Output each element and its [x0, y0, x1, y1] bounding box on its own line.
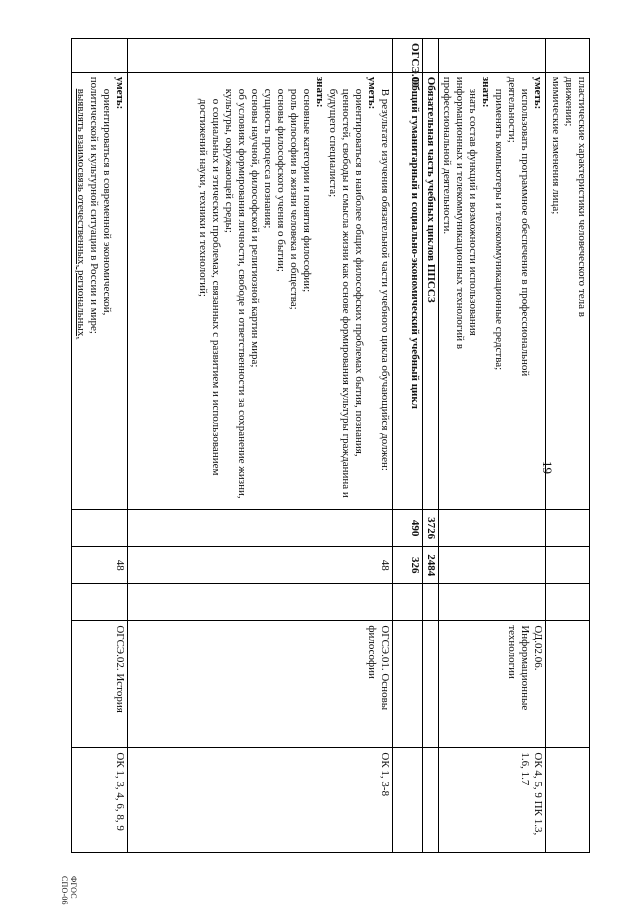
discipline-cell: ОГСЭ.02. История: [72, 621, 128, 748]
text-line: о социальных и этических проблемах, связанных с развитием и использованием достижений науки, техники и технологий;: [197, 98, 222, 476]
table-row-informatics: [439, 39, 546, 853]
text-line: применять компьютеры и телекоммуникационные средства;: [493, 88, 505, 371]
class-load: 48: [128, 547, 393, 584]
text-line: знать состав функций и возможности использования: [467, 88, 479, 336]
cycle-code: ОГСЭ.00: [393, 39, 423, 73]
table-row-history: [72, 39, 128, 853]
competency-cell: ОК 1, 3-8: [128, 748, 393, 853]
text-line: выявлять взаимосвязь отечественных, региональных,: [75, 88, 87, 340]
footer-label: ФГОС СПО-06: [60, 876, 78, 905]
umet-label: уметь:: [366, 76, 378, 110]
text-line: информационных и телекоммуникационных технологий в: [454, 76, 466, 350]
umet-label: уметь:: [114, 76, 126, 110]
text-line: пластические характеристики человеческого тела в: [576, 76, 588, 317]
text-line: сущность процесса познания;: [262, 88, 274, 229]
class-load: 2484: [423, 547, 439, 584]
umet-text: ориентироваться в наиболее общих философских проблемах бытия, познания, ценностей, свободы и смысла жизни как основе формирования культуры гражданина и будущего специалиста;: [327, 88, 365, 498]
text-line: использовать программное обеспечение в профессиональной: [519, 88, 531, 377]
text-line: основы научной, философской и религиозной картин мира;: [249, 88, 261, 368]
table-row-cycle-header: [393, 39, 423, 853]
umet-label: уметь:: [532, 76, 544, 110]
competency-cell: ОК 1, 3, 4, 6, 8, 9: [72, 748, 128, 853]
curriculum-table: [71, 38, 590, 853]
text-line: основные категории и понятия философии;: [301, 88, 313, 293]
cycle-title: Общий гуманитарный и социально-экономический учебный цикл: [393, 72, 423, 509]
text-line: деятельности;: [506, 76, 518, 143]
text-line: роль философии в жизни человека и общества;: [288, 88, 300, 310]
max-load: 490: [393, 510, 423, 547]
text-line: движении;: [563, 76, 575, 127]
text-line: ориентироваться в современной экономической,: [101, 88, 113, 316]
discipline-cell: ОГСЭ.01. Основы философии: [128, 621, 393, 748]
rotated-page: [45, 38, 590, 905]
class-load: 48: [72, 547, 128, 584]
text-line: об условиях формирования личности, свободе и ответственности за сохранение жизни, культуры, окружающей среды;: [223, 88, 248, 499]
table-row-mandatory-part: [423, 39, 439, 853]
section-title: Обязательная часть учебных циклов ППССЗ: [423, 72, 439, 509]
znat-label: знать:: [314, 76, 326, 108]
discipline-cell: ОД.02.06. Информационные технологии: [439, 621, 546, 748]
text-line: профессиональной деятельности.: [441, 76, 453, 235]
table-row-philosophy: [128, 39, 393, 853]
page-number: 19: [540, 461, 555, 474]
max-load: 3726: [423, 510, 439, 547]
znat-label: знать:: [480, 76, 492, 108]
text-line: политической и культурной ситуации в России и мире;: [88, 76, 100, 334]
table-row-continuation: [546, 39, 590, 853]
intro-text: В результате изучения обязательной части учебного цикла обучающийся должен:: [379, 88, 391, 471]
text-line: основы философского учения о бытии;: [275, 88, 287, 272]
competency-cell: ОК 4, 5, 9 ПК 1.3, 1.6, 1.7: [439, 748, 546, 853]
class-load: 326: [393, 547, 423, 584]
text-line: мимические изменения лица;: [550, 76, 562, 215]
